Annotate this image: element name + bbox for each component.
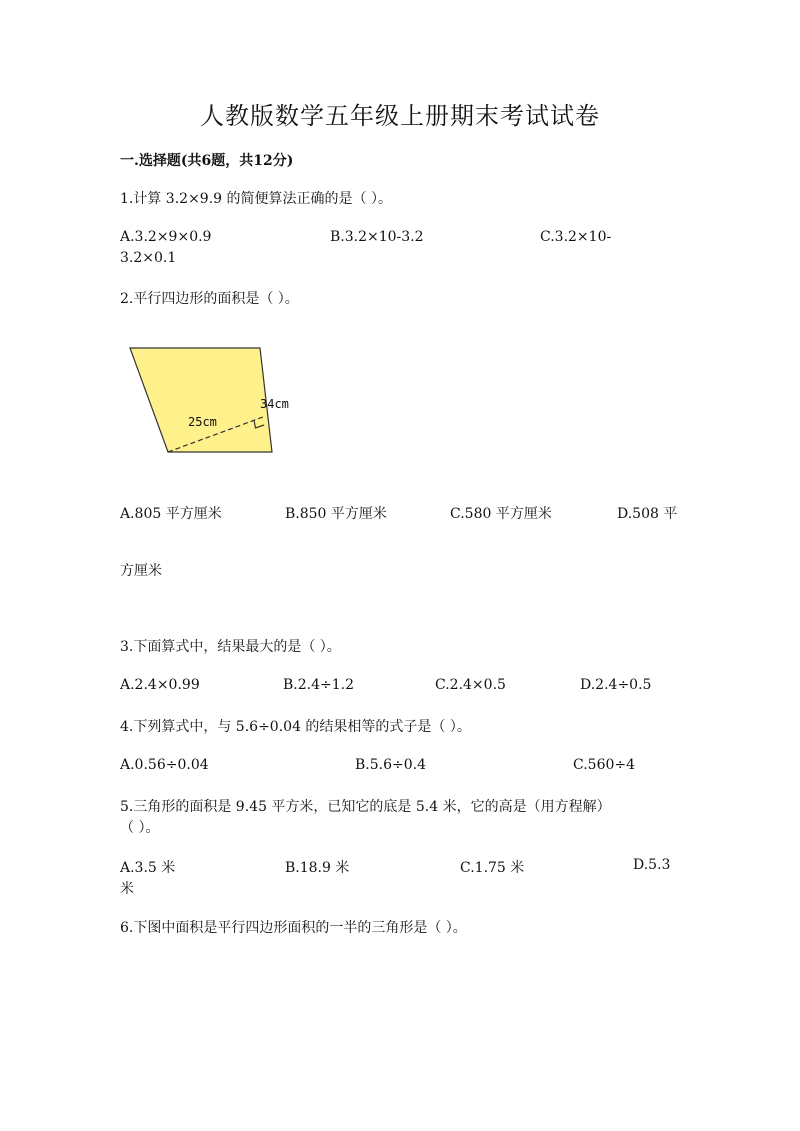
question-5-option-d: D.5.3 — [633, 857, 671, 873]
question-1-option-a: A.3.2×9×0.9 — [120, 229, 212, 245]
question-5-option-a: A.3.5 米 — [120, 860, 176, 876]
question-2-option-c: C.580 平方厘米 — [450, 506, 552, 522]
question-3-option-a: A.2.4×0.99 — [120, 677, 200, 693]
question-3-option-c: C.2.4×0.5 — [435, 677, 506, 693]
question-4-stem: 4.下列算式中，与 5.6÷0.04 的结果相等的式子是（ ）。 — [120, 719, 471, 735]
parallelogram-shape — [130, 348, 272, 452]
question-3-stem: 3.下面算式中，结果最大的是（ ）。 — [120, 639, 341, 655]
question-4-option-b: B.5.6÷0.4 — [355, 757, 426, 773]
question-1-option-c-cont: 3.2×0.1 — [120, 250, 177, 266]
question-3-option-b: B.2.4÷1.2 — [283, 677, 354, 693]
question-1-stem: 1.计算 3.2×9.9 的简便算法正确的是（ ）。 — [120, 191, 392, 207]
parallelogram-figure — [120, 340, 320, 460]
question-5-option-c: C.1.75 米 — [460, 860, 525, 876]
base-label: 25cm — [188, 415, 217, 429]
question-5-option-b: B.18.9 米 — [285, 860, 350, 876]
page-title: 人教版数学五年级上册期末考试试卷 — [200, 102, 600, 130]
question-1-option-b: B.3.2×10-3.2 — [330, 229, 424, 245]
question-4-option-c: C.560÷4 — [573, 757, 636, 773]
question-1-option-c: C.3.2×10- — [540, 229, 612, 245]
question-5-option-d-cont: 米 — [120, 881, 134, 897]
question-2-option-b: B.850 平方厘米 — [285, 506, 387, 522]
question-4-option-a: A.0.56÷0.04 — [120, 757, 209, 773]
question-2-option-d: D.508 平 — [617, 506, 678, 522]
question-5-stem-line-1: 5.三角形的面积是 9.45 平方米，已知它的底是 5.4 米，它的高是（用方程解） — [120, 799, 611, 815]
question-2-option-a: A.805 平方厘米 — [120, 506, 222, 522]
question-6-stem: 6.下图中面积是平行四边形面积的一半的三角形是（ ）。 — [120, 920, 467, 936]
question-2-option-d-cont: 方厘米 — [120, 563, 162, 579]
section-heading: 一.选择题(共6题，共12分) — [120, 153, 294, 169]
question-2-stem: 2.平行四边形的面积是（ ）。 — [120, 291, 299, 307]
question-3-option-d: D.2.4÷0.5 — [580, 677, 652, 693]
question-5-stem-line-2: （ ）。 — [120, 820, 160, 836]
side-label: 34cm — [260, 397, 289, 411]
